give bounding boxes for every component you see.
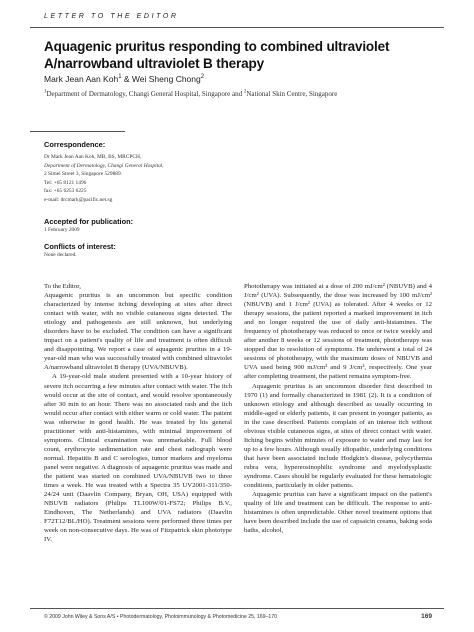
- conflicts-value: None declared.: [44, 252, 77, 258]
- footer: [44, 614, 432, 620]
- article-title: Aquagenic pruritus responding to combined ultraviolet A/narrowband ultraviolet B therapy: [44, 39, 390, 71]
- body-column-left: [44, 282, 232, 544]
- author-affiliation-mark: 2: [200, 74, 205, 81]
- article-type-kicker: LETTER TO THE EDITOR: [44, 13, 179, 20]
- paragraph: A 19-year-old male student presented with a 10-year history of severe itch occurring a few minutes after contact with water. The itch would occur at the site of contact, and would resolve spontaneously after 30 min to an hour. There was no associated rash and the itch would occur after contact with either warm or cold water. The patient was otherwise in good health. He was treated by his general practitioner with anti-histamines, with minimal improvement of symptoms. Clinical examination was unremarkable. Full blood count, erythrocyte sedimentation rate and chest radiograph were normal. Hepatitis B and C serologies, tumor markers and myeloma panel were negative. A diagnosis of aquagenic pruritus was made and the patient was started on combined UVA/NBUVB two to three times a week. He was treated with a Spectra 35 UV2001-311/350-24/24 unit (Daavlin Company, Bryan, OH, USA) equipped with NBUVB radiators (Philips TL100W/01-FS72; Philips B.V., Eindhoven, The Netherlands) and UVA radiators (Daavlin F72T12/BL/HO). Treatment sessions were performed three times per week on non-consecutive days. He was of Fitzpatrick skin phototype IV.: [44, 373, 232, 544]
- correspondence-line: 2 Simei Street 3, Singapore 529889.: [44, 171, 123, 178]
- author-name: Mark Jean Aan Koh: [44, 74, 119, 84]
- correspondence-line: Dr Mark Jean Aan Koh, MB, BS, MRCPCH,: [44, 154, 142, 160]
- sidebar-rule: [30, 131, 125, 132]
- affiliation-mark: 2: [243, 89, 247, 95]
- header-rule: [30, 27, 444, 28]
- correspondence-line: fax: +65 6253 6225: [44, 188, 87, 195]
- affiliation-text: National Skin Centre, Singapore: [246, 90, 338, 98]
- accepted-date: 1 February 2009: [44, 227, 80, 233]
- correspondence-block: [44, 153, 224, 205]
- correspondence-line: Department of Dermatology, Changi General Hospital,: [44, 162, 164, 169]
- correspondence-email: e-mail: drcmark@pacific.net.sg: [44, 196, 113, 203]
- conflicts-heading: Conflicts of interest:: [44, 242, 116, 251]
- paragraph: Aquagenic pruritus can have a significant impact on the patient's quality of life and treatment can be difficult. The response to anti-histamines is often unpredictable. Other novel treatment options that have been described include the use of capsaicin creams, baking soda baths, alcohol,: [244, 491, 432, 535]
- correspondence-line: Tel: +65 8121 1496: [44, 179, 87, 186]
- author-name: Wei Sheng Chong: [131, 74, 201, 84]
- author-line: [44, 74, 204, 84]
- footer-citation: © 2009 John Wiley & Sons A/S • Photodermatology, Photoimmunology & Photomedicine 25, 169–170: [44, 614, 278, 620]
- author-affiliation-mark: 1: [118, 74, 122, 81]
- affiliation-text: Department of Dermatology, Changi General Hospital, Singapore and: [46, 90, 244, 98]
- correspondence-heading: Correspondence:: [44, 140, 106, 149]
- paragraph: Aquagenic pruritus is an uncommon disorder first described in 1970 (1) and formally characterized in 1981 (2). It is a condition of unknown etiology and although described as usually occurring in middle-aged or elderly patients, it can present in younger patients, as in the case described. Patients complain of an intense itch without obvious visible cutaneous signs, at sites of direct contact with water. Itching begins within minutes of exposure to water and may last for up to a few hours. Although usually idiopathic, underlying conditions that have been associated include Hodgkin's disease, polycythemia rubra vera, hypereosinophilic syndrome and myelodysplastic syndrome. Cases should be regularly evaluated for these hematologic conditions, particularly in older patients.: [244, 382, 432, 490]
- paragraph: Phototherapy was initiated at a dose of 200 mJ/cm² (NBUVB) and 4 J/cm² (UVA). Subsequently, the dose was increased by 100 mJ/cm² (NBUVB) and 1 J/cm² (UVA) as tolerated. After 4 weeks or 12 therapy sessions, the patient reported a marked improvement in itch and no longer required the use of daily anti-histamines. The frequency of phototherapy was reduced to once or twice weekly and after another 8 weeks or 12 sessions of treatment, phototherapy was stopped due to resolution of symptoms. He underwent a total of 24 sessions of phototherapy, with the maximum doses of NBUVB and UVA used being 900 mJ/cm² and 9 J/cm², respectively. One year after completing treatment, the patient remains symptom-free.: [244, 283, 432, 381]
- affiliation-line: [44, 90, 337, 98]
- page-number: 169: [421, 613, 432, 620]
- footer-rule: [30, 608, 444, 609]
- author-separator: &: [121, 74, 132, 84]
- affiliation-mark: 1: [44, 89, 47, 95]
- salutation: To the Editor,: [44, 283, 81, 290]
- body-column-right: [244, 282, 432, 535]
- paragraph: Aquagenic pruritus is an uncommon but specific condition characterized by intense itching developing at sites after direct contact with water, with no visible cutaneous signs detected. The etiology and pathogenesis are still unknown, but underlying disorders have to be excluded. The condition can have a significant impact on a patient's quality of life and treatment is often difficult and disappointing. We report a case of aquagenic pruritus in a 19-year-old man who was successfully treated with combined ultraviolet A/narrowband ultraviolet B therapy (UVA/NBUVB).: [44, 292, 232, 372]
- accepted-heading: Accepted for publication:: [44, 217, 134, 226]
